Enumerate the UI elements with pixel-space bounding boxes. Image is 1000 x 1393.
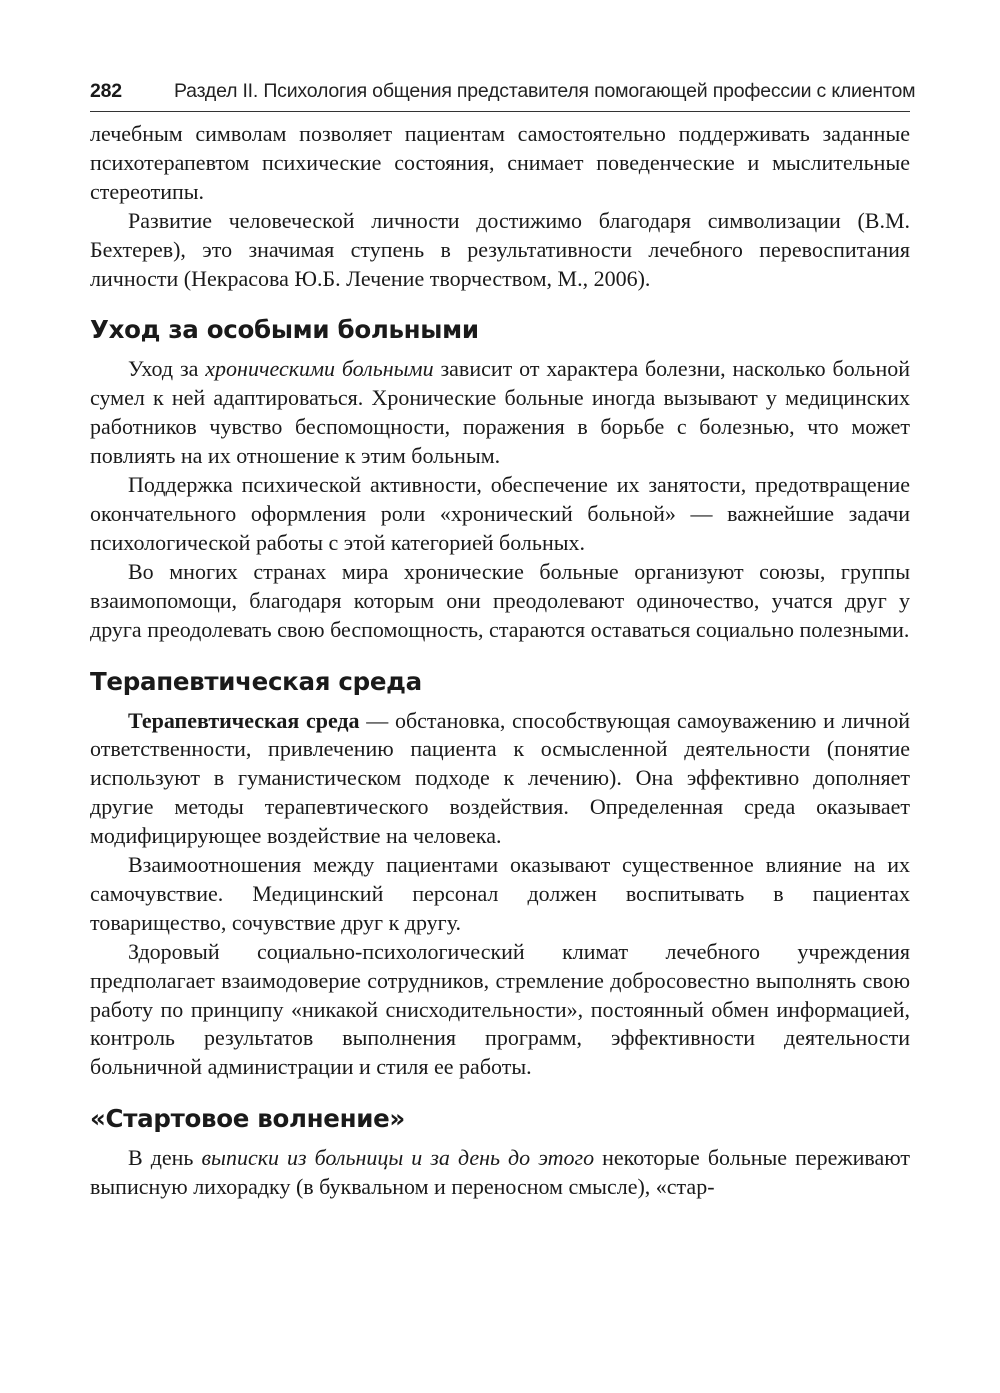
section1-p1-text-b: зависит от характера болезни, насколько больной сумел к ней адаптироваться. Хронические больные иногда вызывают у медицинских работников чувство беспомощности, поражения в борьбе с болезнью, что может повлиять на их отношение к этим больным. (90, 356, 910, 469)
section-heading-special-patients: Уход за особыми больными (90, 315, 479, 345)
section1-paragraph-2: Поддержка психической активности, обеспечение их занятости, предотвращение окончательного оформления роли «хронический больной» — важнейшие задачи психологической работы с этой категорией больных. (90, 472, 910, 555)
section-heading-start-excitement: «Стартовое волнение» (90, 1104, 405, 1134)
section3-p1-text-b: некоторые больные переживают выписную лихорадку (в буквальном и переносном смысле), «стар- (90, 1145, 910, 1200)
section1-p1-emphasis: хроническими больными (205, 356, 434, 382)
section2-paragraph-1 (90, 707, 910, 852)
section3-p1-text-a: В день (128, 1145, 202, 1171)
section2-paragraph-2: Взаимоотношения между пациентами оказывают существенное влияние на их самочувствие. Медицинский персонал должен воспитывать в пациентах товарищество, сочувствие друг к другу. (90, 852, 910, 935)
section-heading-therapeutic-environment: Терапевтическая среда (90, 666, 422, 696)
section3-p1-emphasis: выписки из больницы и за день до этого (201, 1145, 595, 1171)
section1-paragraph-3: Во многих странах мира хронические больные организуют союзы, группы взаимопомощи, благодаря которым они преодолевают одиночество, учатся друг у друга преодолевать свою беспомощность, стараются оставаться социально полезными. (90, 558, 910, 642)
section2-p1-term: Терапевтическая среда (128, 707, 360, 733)
intro-paragraph: Развитие человеческой личности достижимо благодаря символизации (В.М. Бехтерев), это значимая ступень в результативности лечебного перевоспитания личности (Некрасова Ю.Б. Лечение творчеством, М., 2006). (90, 207, 910, 291)
page-content (90, 120, 910, 1202)
book-page (90, 80, 916, 1202)
section1-p1-text-a: Уход за (128, 356, 206, 382)
section3-paragraph-1 (90, 1144, 910, 1202)
running-header (90, 80, 916, 112)
page-number: 282 (90, 80, 122, 102)
section2-paragraph-3: Здоровый социально-психологический климат лечебного учреждения предполагает взаимодоверие сотрудников, стремление добросовестно выполнять свою работу по принципу «никакой снисходительности», постоянный обмен информацией, контроль результатов выполнения программ, эффективности деятельности больничной администрации и стиля ее работы. (90, 938, 910, 1080)
running-header-title: Раздел II. Психология общения представителя помогающей профессии с клиентом (174, 80, 916, 102)
section2-p1-text: — обстановка, способствующая самоуважению и личной ответственности, привлечению пациента к осмысленной деятельности (понятие используют в гуманистическом подходе к лечению). Она эффективно дополняет другие методы терапевтического воздействия. Определенная среда оказывает модифицирующее воздействие на человека. (90, 707, 910, 849)
section1-paragraph-1 (90, 355, 910, 471)
intro-paragraph-continued: лечебным символам позволяет пациентам самостоятельно поддерживать заданные психотерапевтом психические состояния, снимает поведенческие и мыслительные стереотипы. (90, 121, 910, 204)
